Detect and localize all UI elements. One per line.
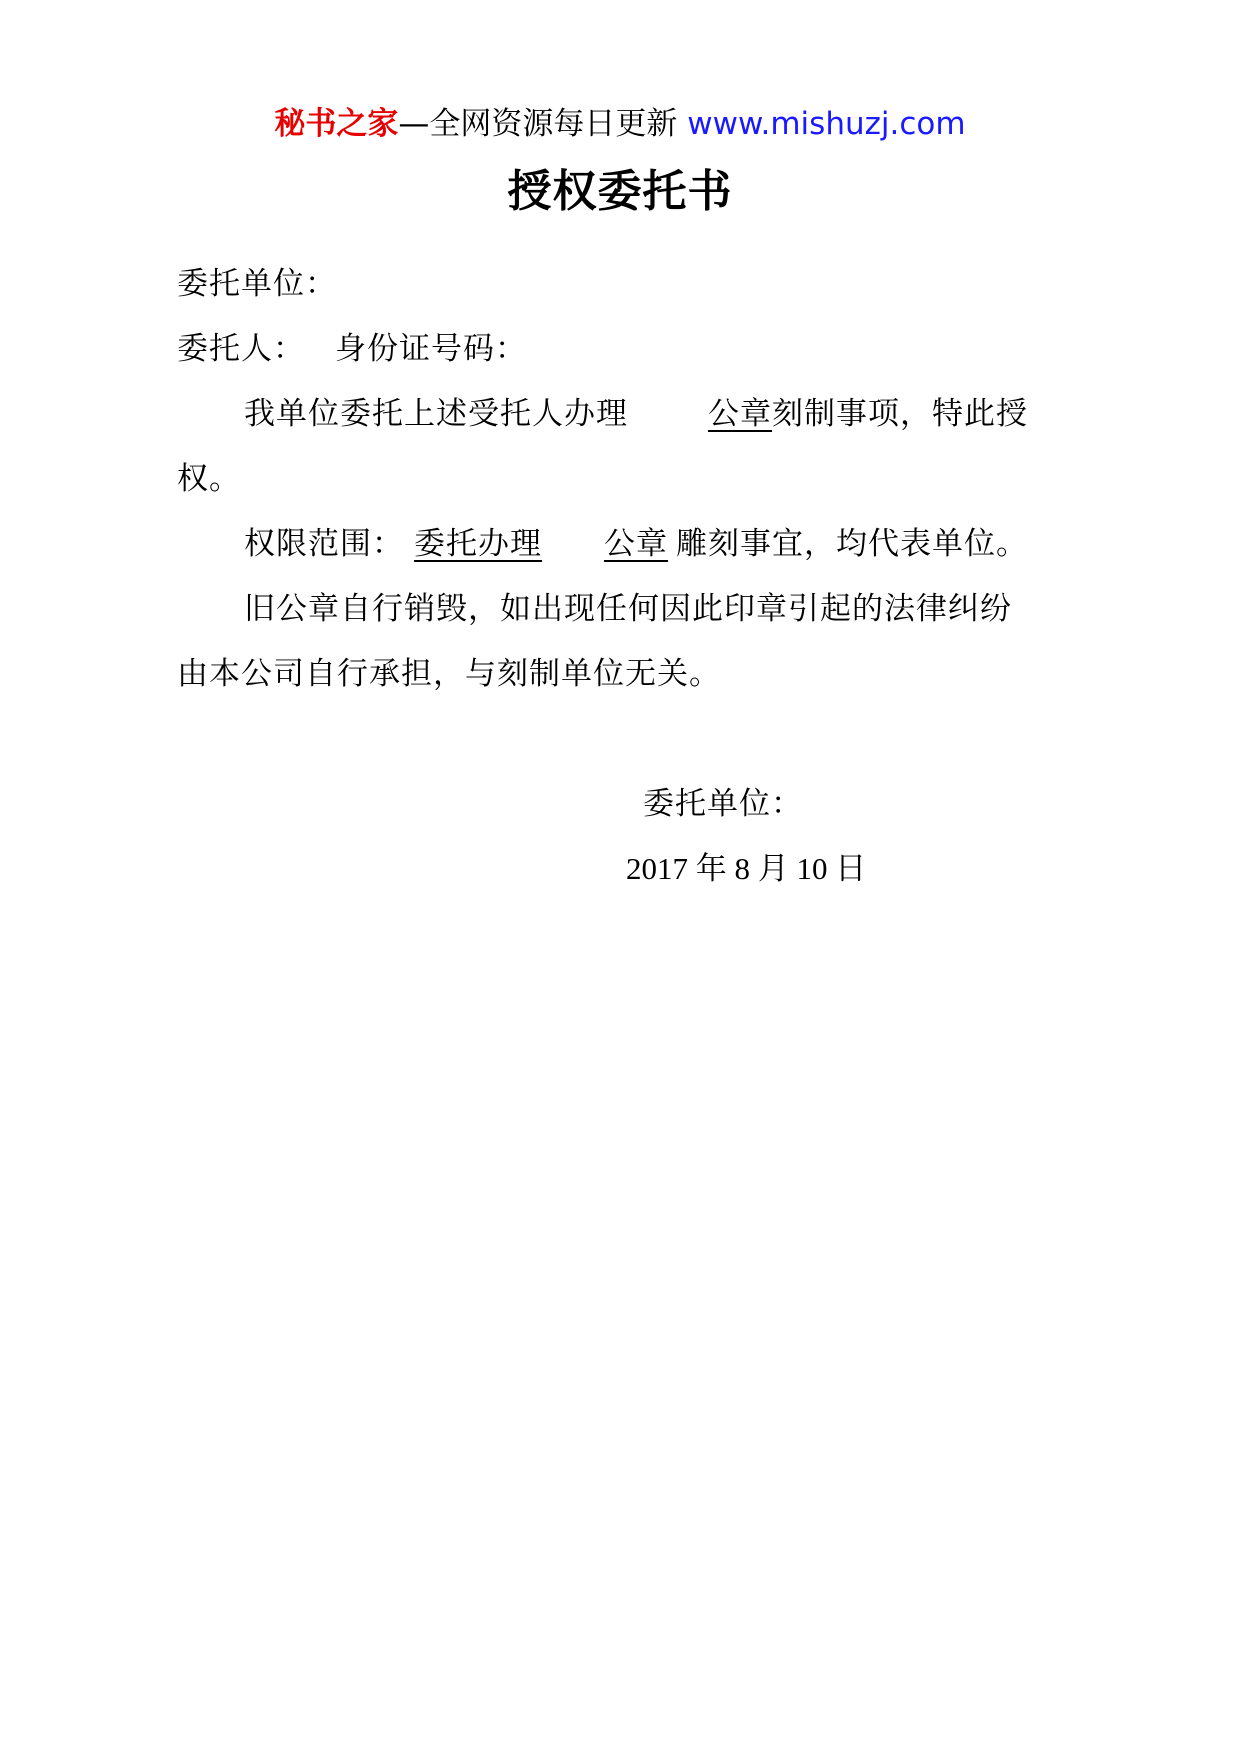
principal-unit-label: 委托单位： bbox=[177, 266, 337, 302]
scope-label: 权限范围： bbox=[244, 526, 404, 562]
brand-name: 秘书之家 bbox=[274, 106, 399, 142]
scope-underlined-field bbox=[404, 526, 676, 562]
signature-unit-label: 委托单位： bbox=[643, 786, 803, 822]
scope-suffix: 雕刻事宜，均代表单位。 bbox=[676, 526, 1028, 562]
authorization-paragraph-line2 bbox=[177, 457, 1067, 501]
agent-line bbox=[177, 327, 1067, 371]
id-number-label: 身份证号码： bbox=[335, 331, 527, 367]
scope-item-b: 公章 bbox=[604, 526, 668, 562]
disclaimer-line2 bbox=[177, 652, 1067, 696]
disclaimer-text-2: 由本公司自行承担，与刻制单位无关。 bbox=[177, 656, 721, 692]
document-title: 授权委托书 bbox=[507, 166, 733, 217]
header-tagline: —全网资源每日更新 bbox=[398, 106, 688, 142]
authorization-continuation: 权。 bbox=[177, 461, 241, 497]
disclaimer-text-1: 旧公章自行销毁，如出现任何因此印章引起的法律纠纷 bbox=[244, 591, 1012, 627]
header-url[interactable]: www.mishuzj.com bbox=[687, 106, 966, 142]
disclaimer-line1 bbox=[244, 587, 1067, 631]
authorization-suffix: 刻制事项，特此授 bbox=[772, 396, 1028, 432]
authorization-prefix: 我单位委托上述受托人办理 bbox=[244, 396, 628, 432]
authorization-paragraph-line1 bbox=[244, 392, 1067, 436]
agent-label: 委托人： bbox=[177, 331, 305, 367]
site-header bbox=[0, 102, 1240, 146]
scope-item-a: 委托办理 bbox=[414, 526, 542, 562]
signature-date: 2017 年 8 月 10 日 bbox=[626, 851, 867, 886]
principal-unit-line bbox=[177, 262, 1067, 306]
authorization-item: 公章 bbox=[708, 396, 772, 432]
scope-line bbox=[244, 522, 1067, 566]
